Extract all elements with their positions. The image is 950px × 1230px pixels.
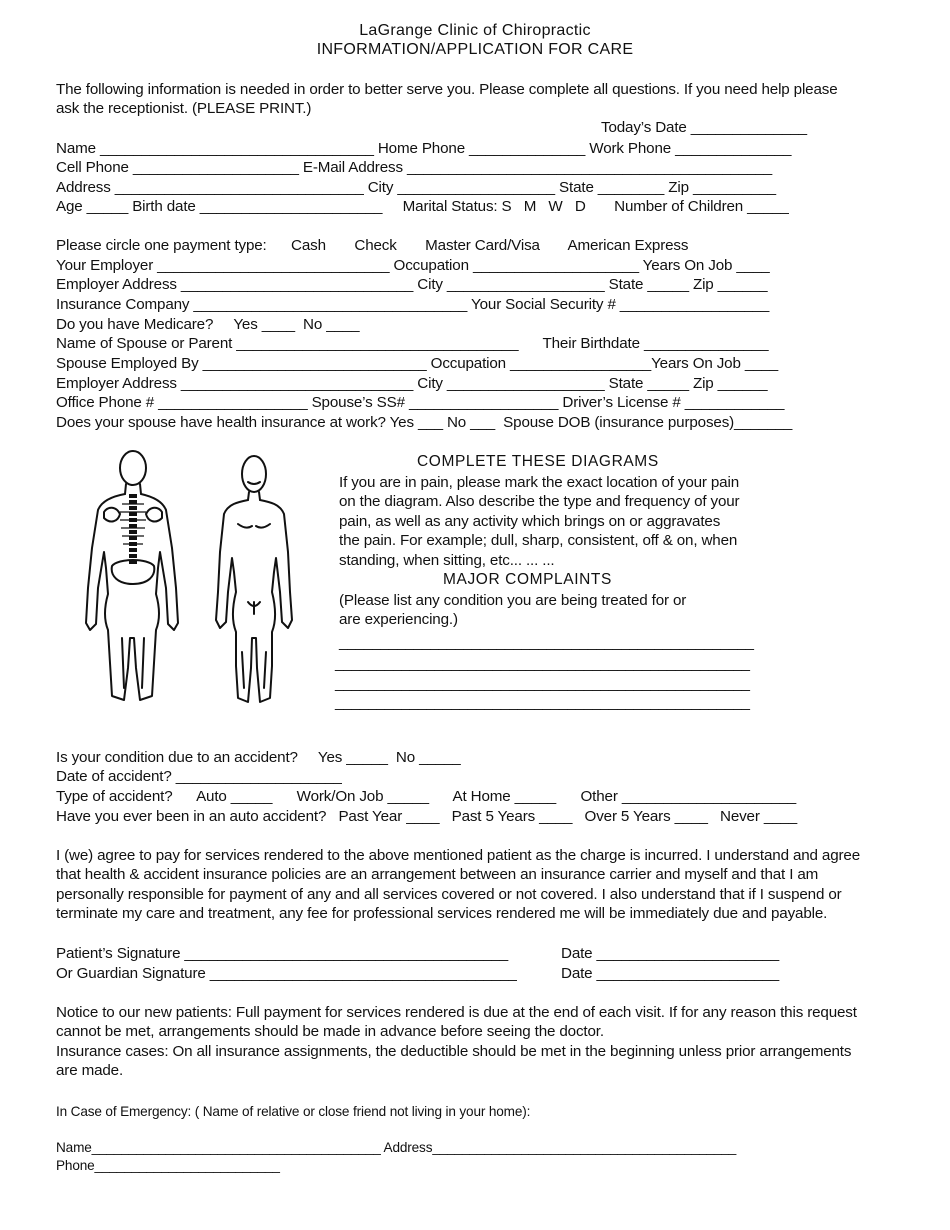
age-birthdate-row[interactable]: Age _____ Birth date ______________________ Marital Status: S M W D Number of Children _____ — [56, 198, 789, 215]
medicare-row[interactable]: Do you have Medicare? Yes ____ No ____ — [56, 316, 360, 333]
agreement-line-4: terminate my care and treatment, any fee for professional services rendered me will be immediately due and payable. — [56, 905, 828, 922]
office-phone-row[interactable]: Office Phone # __________________ Spouse’s SS# __________________ Driver’s License # ____________ — [56, 394, 785, 411]
payment-type-row[interactable]: Please circle one payment type: Cash Check Master Card/Visa American Express — [56, 237, 689, 254]
address-row[interactable]: Address ______________________________ City ___________________ State ________ Zip __________ — [56, 179, 776, 196]
intro-line-1: The following information is needed in order to better serve you. Please complete all questions. If you need help please — [56, 81, 838, 98]
form-title: INFORMATION/APPLICATION FOR CARE — [316, 41, 634, 58]
accident-type-row[interactable]: Type of accident? Auto _____ Work/On Job _____ At Home _____ Other _____________________ — [56, 788, 797, 805]
employer-row[interactable]: Your Employer ____________________________ Occupation ____________________ Years On Job ____ — [56, 257, 770, 274]
cell-email-row[interactable]: Cell Phone ____________________ E-Mail Address ____________________________________________ — [56, 159, 773, 176]
patient-signature-field[interactable]: Patient’s Signature _______________________________________ — [56, 945, 513, 962]
guardian-date-field[interactable]: Date ______________________ — [561, 965, 780, 982]
diagrams-text-3: pain, as well as any activity which brings on or aggravates — [339, 513, 721, 530]
diagrams-text-4: the pain. For example; dull, sharp, consistent, off & on, when — [339, 532, 738, 549]
complaints-blank-4[interactable]: __________________________________________________ — [335, 694, 750, 711]
patient-date-field[interactable]: Date ______________________ — [561, 945, 780, 962]
spouse-insurance-row[interactable]: Does your spouse have health insurance at work? Yes ___ No ___ Spouse DOB (insurance purposes)_______ — [56, 414, 793, 431]
clinic-name: LaGrange Clinic of Chiropractic — [359, 22, 591, 39]
notice-line-1: Notice to our new patients: Full payment for services rendered is due at the end of each visit. If for any reason this request — [56, 1004, 857, 1021]
notice-line-4: are made. — [56, 1062, 124, 1079]
diagrams-text-2: on the diagram. Also describe the type and frequency of your — [339, 493, 740, 510]
complaints-blank-1[interactable]: __________________________________________________ — [339, 634, 754, 651]
spouse-employed-row[interactable]: Spouse Employed By ___________________________ Occupation _________________Years On Job ____ — [56, 355, 779, 372]
notice-line-2: cannot be met, arrangements should be made in advance before seeing the doctor. — [56, 1023, 604, 1040]
diagrams-text-1: If you are in pain, please mark the exact location of your pain — [339, 474, 740, 491]
emergency-title: In Case of Emergency: ( Name of relative or close friend not living in your home): — [56, 1104, 531, 1119]
complaints-title: MAJOR COMPLAINTS — [443, 571, 612, 588]
employer-address-row[interactable]: Employer Address ____________________________ City ___________________ State _____ Zip ______ — [56, 276, 768, 293]
guardian-signature-field[interactable]: Or Guardian Signature _____________________________________ — [56, 965, 521, 982]
body-front-figure-icon[interactable] — [214, 452, 294, 706]
auto-accident-row[interactable]: Have you ever been in an auto accident? Past Year ____ Past 5 Years ____ Over 5 Years ____ Never ____ — [56, 808, 798, 825]
agreement-line-3: personally responsible for payment of any and all services covered or not covered. I also understand that if I suspend or — [56, 886, 842, 903]
spouse-employer-address-row[interactable]: Employer Address ____________________________ City ___________________ State _____ Zip ______ — [56, 375, 768, 392]
spouse-parent-row[interactable]: Name of Spouse or Parent __________________________________ Their Birthdate _______________ — [56, 335, 769, 352]
intro-line-2: ask the receptionist. (PLEASE PRINT.) — [56, 100, 312, 117]
complaints-text-2: are experiencing.) — [339, 611, 458, 628]
complaints-blank-3[interactable]: __________________________________________________ — [335, 675, 750, 692]
emergency-phone-row[interactable]: Phone_________________________ — [56, 1158, 280, 1173]
todays-date-field[interactable]: Today’s Date ______________ — [601, 119, 807, 136]
accident-condition-row[interactable]: Is your condition due to an accident? Yes _____ No _____ — [56, 749, 461, 766]
notice-line-3: Insurance cases: On all insurance assignments, the deductible should be met in the beginning unless prior arrangements — [56, 1043, 852, 1060]
emergency-name-address-row[interactable]: Name_______________________________________ Address_________________________________________ — [56, 1140, 737, 1155]
diagrams-title: COMPLETE THESE DIAGRAMS — [417, 453, 659, 470]
complaints-blank-2[interactable]: __________________________________________________ — [335, 655, 750, 672]
accident-date-row[interactable]: Date of accident? ____________________ — [56, 768, 342, 785]
name-phone-row[interactable]: Name _________________________________ Home Phone ______________ Work Phone ______________ — [56, 140, 792, 157]
body-back-figure-icon[interactable] — [78, 448, 188, 706]
complaints-text-1: (Please list any condition you are being treated for or — [339, 592, 687, 609]
agreement-line-1: I (we) agree to pay for services rendered to the above mentioned patient as the charge is incurred. I understand and agree — [56, 847, 861, 864]
diagrams-text-5: standing, when sitting, etc... ... ... — [339, 552, 555, 569]
agreement-line-2: that health & accident insurance policies are an arrangement between an insurance carrier and myself and that I am — [56, 866, 819, 883]
insurance-row[interactable]: Insurance Company _________________________________ Your Social Security # __________________ — [56, 296, 770, 313]
